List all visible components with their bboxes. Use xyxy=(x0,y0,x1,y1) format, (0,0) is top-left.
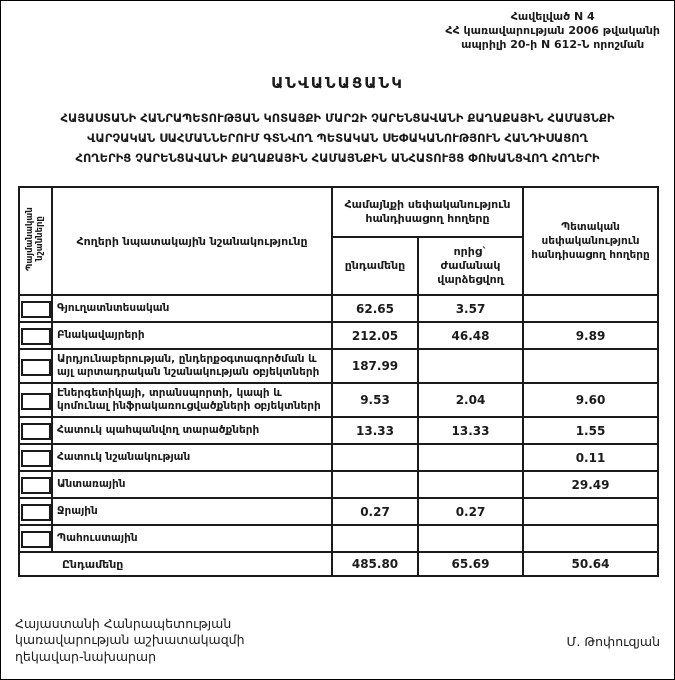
row-label: Պահուստային xyxy=(52,525,332,552)
row-state xyxy=(523,525,658,552)
row-ofwhich: 3.57 xyxy=(418,295,523,322)
legend-cell xyxy=(19,349,52,383)
row-state: 0.11 xyxy=(523,444,658,471)
row-ofwhich: 46.48 xyxy=(418,322,523,349)
row-ofwhich xyxy=(418,349,523,383)
row-ofwhich xyxy=(418,444,523,471)
legend-cell xyxy=(19,295,52,322)
signatory-title-line: կառավարության աշխատակազմի xyxy=(15,632,245,647)
community-group-header: Համայնքի սեփականություն հանդիսացող հողերը xyxy=(332,187,523,237)
row-state xyxy=(523,349,658,383)
row-label: Անտառային xyxy=(52,471,332,498)
row-total: 9.53 xyxy=(332,383,418,417)
legend-cell xyxy=(19,383,52,417)
row-total: 187.99 xyxy=(332,349,418,383)
row-state: 1.55 xyxy=(523,417,658,444)
legend-swatch xyxy=(21,393,51,410)
legend-cell xyxy=(19,444,52,471)
row-ofwhich: 13.33 xyxy=(418,417,523,444)
row-total: 13.33 xyxy=(332,417,418,444)
row-total: 0.27 xyxy=(332,498,418,525)
legend-cell xyxy=(19,525,52,552)
legend-cell xyxy=(19,471,52,498)
row-state xyxy=(523,295,658,322)
row-ofwhich xyxy=(418,471,523,498)
legend-column-header xyxy=(19,187,52,295)
legend-swatch xyxy=(21,450,51,467)
purpose-column-header: Հողերի նպատակային նշանակությունը xyxy=(52,187,332,295)
table-row xyxy=(19,295,658,322)
ofwhich-column-header: որից` ժամանակ վարձեցվող xyxy=(418,237,523,295)
appendix-line: ՀՀ կառավարության 2006 թվականի xyxy=(445,24,660,37)
row-total xyxy=(332,444,418,471)
row-total xyxy=(332,525,418,552)
signatory-title xyxy=(15,616,245,666)
table-row xyxy=(19,349,658,383)
legend-swatch xyxy=(21,477,51,494)
signatory-title-line: Հայաստանի Հանրապետության xyxy=(15,615,232,631)
row-label: Ջրային xyxy=(52,498,332,525)
total-row-state: 50.64 xyxy=(523,552,658,576)
legend-swatch xyxy=(21,359,51,376)
appendix-line: ապրիլի 20-ի N 612-Ն որոշման xyxy=(461,38,645,51)
legend-cell xyxy=(19,322,52,349)
table-row xyxy=(19,383,658,417)
land-transfer-table xyxy=(18,186,659,577)
legend-swatch xyxy=(21,504,51,521)
row-label: Հատուկ պահպանվող տարածքների xyxy=(52,417,332,444)
legend-swatch xyxy=(21,328,51,345)
row-label: Էներգետիկայի, տրանսպորտի, կապի և կոմունալ ինֆրակառուցվածքների օբյեկտների xyxy=(52,383,332,417)
row-state xyxy=(523,498,658,525)
row-total: 62.65 xyxy=(332,295,418,322)
appendix-line: Հավելված N 4 xyxy=(510,10,595,23)
table-row xyxy=(19,417,658,444)
signatory-name: Մ. Թոփուզյան xyxy=(566,634,660,649)
row-state: 9.60 xyxy=(523,383,658,417)
row-ofwhich: 0.27 xyxy=(418,498,523,525)
legend-swatch xyxy=(21,301,51,318)
state-column-header: Պետական սեփականություն հանդիսացող հողերը xyxy=(523,187,658,295)
legend-swatch xyxy=(21,531,51,548)
appendix-reference xyxy=(445,10,660,52)
heading-line: ՎԱՐՉԱԿԱՆ ՍԱՀՄԱՆՆԵՐՈՒՄ ԳՏՆՎՈՂ ՊԵՏԱԿԱՆ ՍԵՓԱԿԱՆՈՒԹՅՈՒՆ ՀԱՆԴԻՍԱՑՈՂ xyxy=(87,131,588,145)
signatory-title-line: ղեկավար-նախարար xyxy=(15,648,157,664)
total-row-label: Ընդամենը xyxy=(19,552,332,576)
table-row xyxy=(19,322,658,349)
heading-line: ՀՈՂԵՐԻՑ ՉԱՐԵՆՑԱՎԱՆԻ ՔԱՂԱՔԱՅԻՆ ՀԱՄԱՅՆՔԻՆ ԱՆՀԱՏՈՒՅՑ ՓՈԽԱՆՑՎՈՂ ՀՈՂԵՐԻ xyxy=(75,151,600,165)
legend-cell xyxy=(19,498,52,525)
row-total: 212.05 xyxy=(332,322,418,349)
row-ofwhich xyxy=(418,525,523,552)
row-label: Գյուղատնտեսական xyxy=(52,295,332,322)
signature-block xyxy=(15,616,664,666)
table-row xyxy=(19,471,658,498)
table-header-row xyxy=(19,187,658,237)
row-state: 9.89 xyxy=(523,322,658,349)
total-row-total: 485.80 xyxy=(332,552,418,576)
table-row xyxy=(19,498,658,525)
document-title: ԱՆՎԱՆԱՑԱՆԿ xyxy=(271,74,404,92)
table-row xyxy=(19,444,658,471)
total-row-ofwhich: 65.69 xyxy=(418,552,523,576)
total-column-header: ընդամենը xyxy=(332,237,418,295)
total-row xyxy=(19,552,658,576)
legend-column-header-label: Պայմանական նշանները xyxy=(24,207,45,271)
row-label: Հատուկ նշանակության xyxy=(52,444,332,471)
row-ofwhich: 2.04 xyxy=(418,383,523,417)
document-heading xyxy=(1,108,674,168)
row-total xyxy=(332,471,418,498)
heading-line: ՀԱՅԱՍՏԱՆԻ ՀԱՆՐԱՊԵՏՈՒԹՅԱՆ ԿՈՏԱՅՔԻ ՄԱՐԶԻ ՉԱՐԵՆՑԱՎԱՆԻ ՔԱՂԱՔԱՅԻՆ ՀԱՄԱՅՆՔԻ xyxy=(60,111,615,125)
table-row xyxy=(19,525,658,552)
row-label: Արդյունաբերության, ընդերքօգտագործման և այլ արտադրական նշանակության օբյեկտների xyxy=(52,349,332,383)
row-label: Բնակավայրերի xyxy=(52,322,332,349)
row-state: 29.49 xyxy=(523,471,658,498)
legend-cell xyxy=(19,417,52,444)
legend-swatch xyxy=(21,423,51,440)
